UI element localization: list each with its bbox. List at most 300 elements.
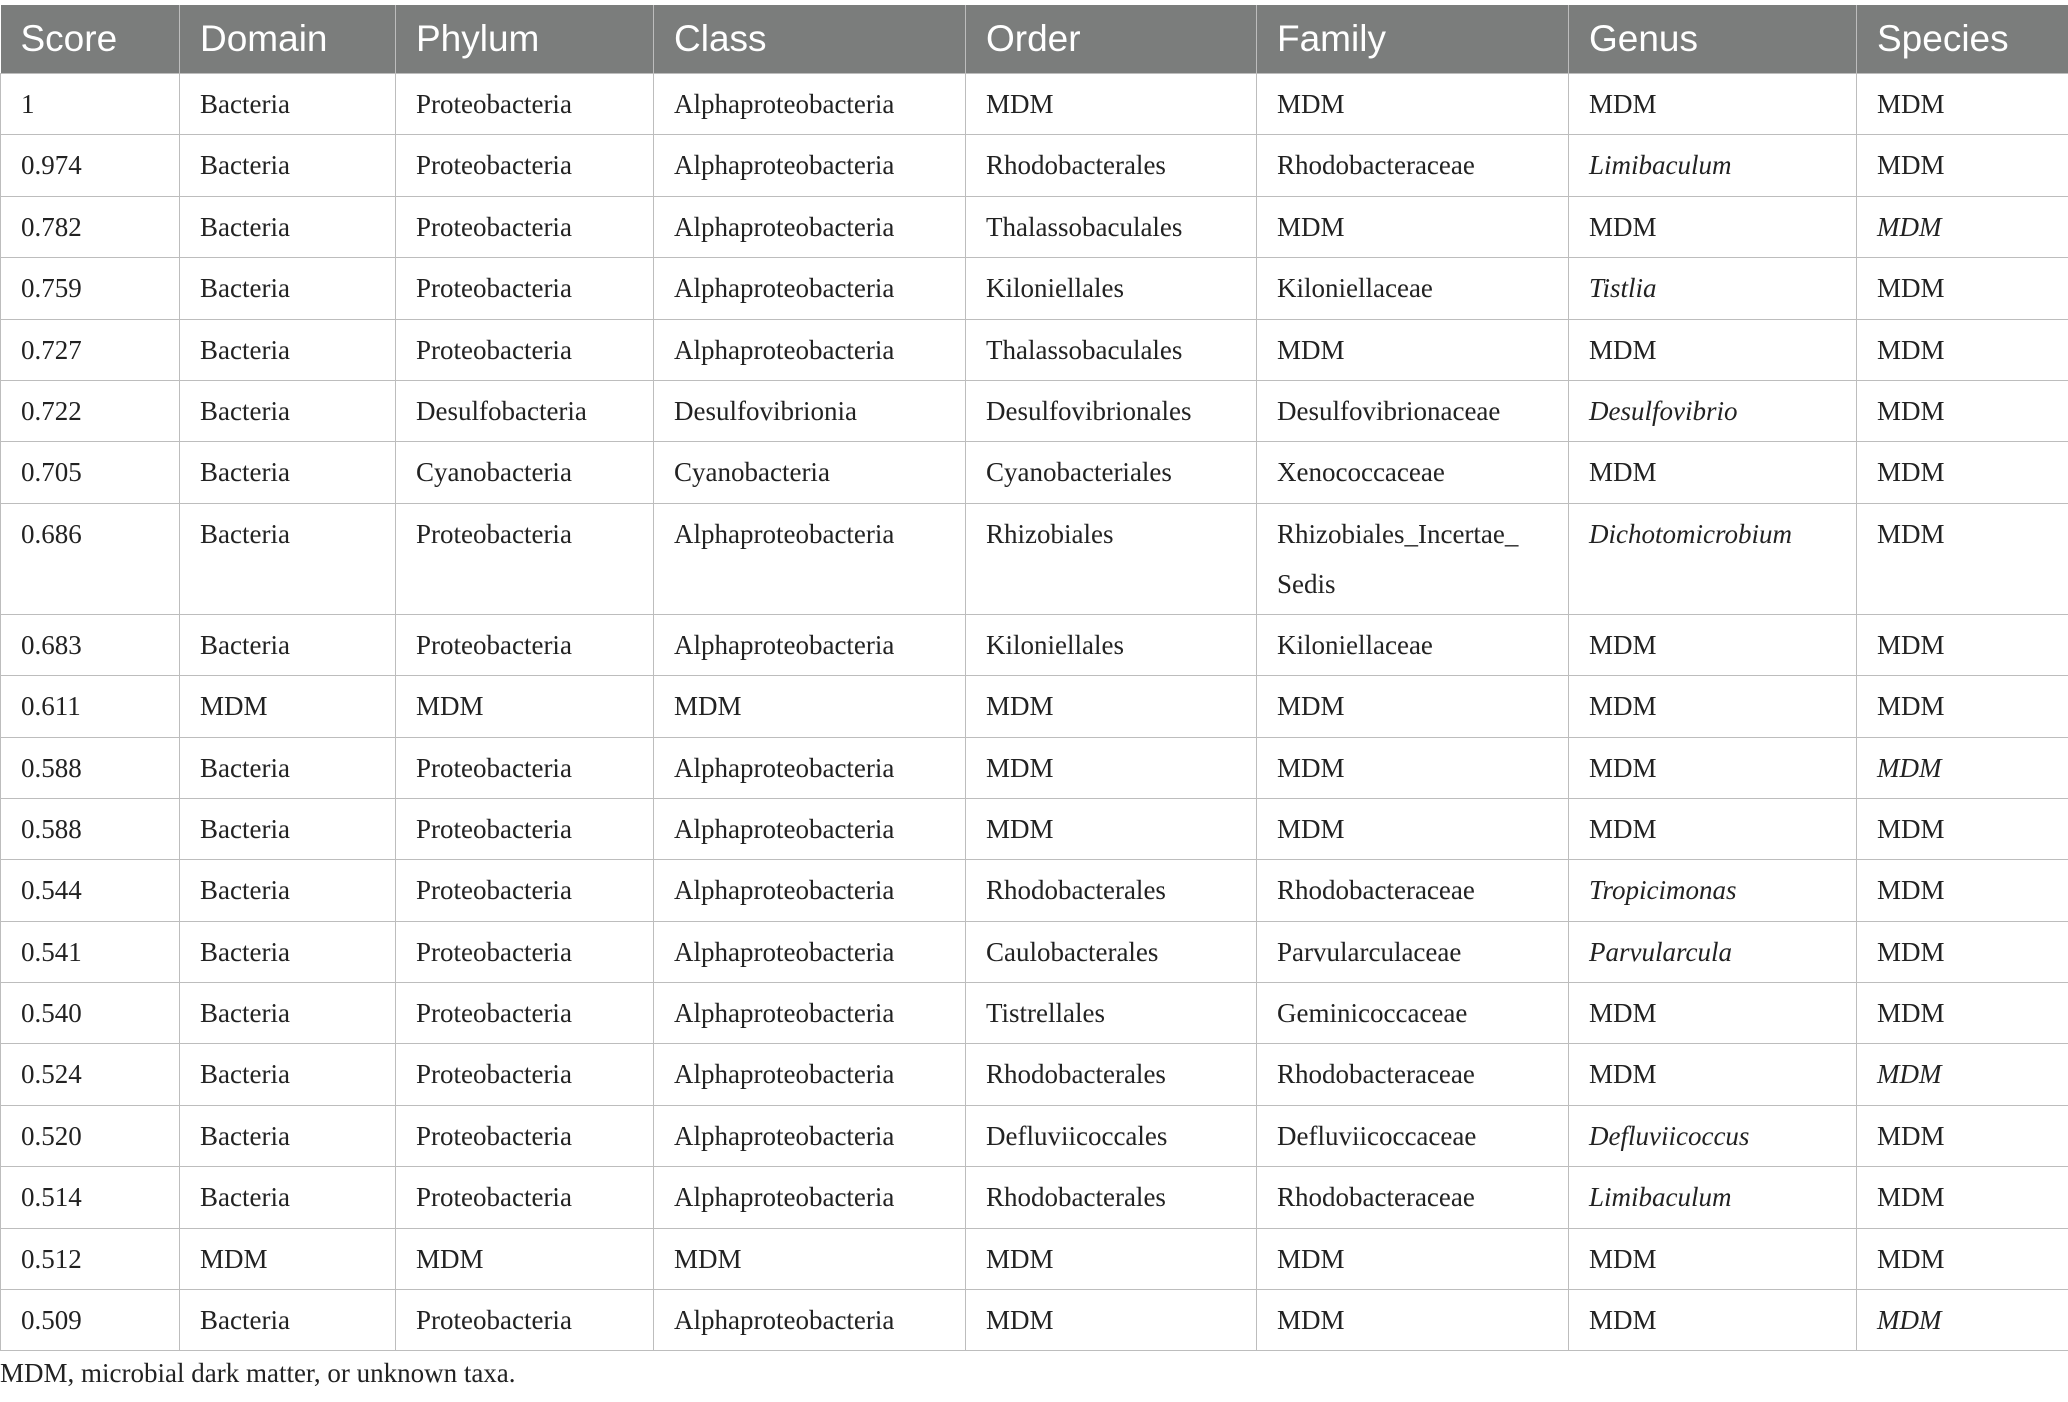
cell-phylum <box>396 1167 654 1228</box>
taxonomy-table <box>0 5 2068 1351</box>
column-header-family: Family <box>1257 5 1569 74</box>
class-value: Alphaproteobacteria <box>674 518 895 549</box>
cell-class <box>654 74 966 135</box>
score-value: 0.520 <box>21 1120 82 1151</box>
cell-genus <box>1569 442 1857 503</box>
domain-value: Bacteria <box>200 334 290 365</box>
domain-value: Bacteria <box>200 273 290 304</box>
cell-order <box>966 74 1257 135</box>
column-header-class: Class <box>654 5 966 74</box>
cell-order <box>966 860 1257 921</box>
class-value: MDM <box>674 1243 742 1274</box>
order-value: Defluviicoccales <box>986 1120 1168 1151</box>
cell-genus <box>1569 1290 1857 1351</box>
cell-class <box>654 676 966 737</box>
phylum-value: Proteobacteria <box>416 1182 572 1213</box>
domain-value: MDM <box>200 1243 268 1274</box>
table-row <box>1 1228 2068 1289</box>
family-value: Rhodobacteraceae <box>1277 875 1475 906</box>
phylum-value: Proteobacteria <box>416 211 572 242</box>
cell-phylum <box>396 442 654 503</box>
domain-value: Bacteria <box>200 936 290 967</box>
genus-value: MDM <box>1589 211 1657 242</box>
cell-domain <box>180 860 396 921</box>
genus-value: MDM <box>1589 752 1657 783</box>
cell-species <box>1857 503 2068 614</box>
phylum-value: Proteobacteria <box>416 936 572 967</box>
table-row <box>1 1167 2068 1228</box>
table-row <box>1 135 2068 196</box>
table-row <box>1 442 2068 503</box>
genus-value: MDM <box>1589 457 1657 488</box>
cell-species <box>1857 1228 2068 1289</box>
cell-family <box>1257 135 1569 196</box>
cell-phylum <box>396 614 654 675</box>
cell-class <box>654 983 966 1044</box>
order-value: MDM <box>986 89 1054 119</box>
species-value: MDM <box>1877 89 1945 119</box>
cell-domain <box>180 503 396 614</box>
class-value: Alphaproteobacteria <box>674 1120 895 1151</box>
cell-class <box>654 503 966 614</box>
phylum-value: Proteobacteria <box>416 273 572 304</box>
score-value: 0.524 <box>21 1059 82 1090</box>
cell-order <box>966 1228 1257 1289</box>
domain-value: Bacteria <box>200 998 290 1029</box>
family-value: Kiloniellaceae <box>1277 629 1433 660</box>
cell-family <box>1257 1290 1569 1351</box>
cell-family <box>1257 1228 1569 1289</box>
cell-domain <box>180 380 396 441</box>
score-value: 0.782 <box>21 211 82 242</box>
cell-class <box>654 1044 966 1105</box>
cell-species <box>1857 319 2068 380</box>
phylum-value: Proteobacteria <box>416 629 572 660</box>
family-value: Rhizobiales_Incertae_ Sedis <box>1277 518 1519 599</box>
cell-order <box>966 503 1257 614</box>
domain-value: Bacteria <box>200 875 290 906</box>
score-value: 0.705 <box>21 457 82 488</box>
species-value: MDM <box>1877 691 1945 722</box>
cell-genus <box>1569 737 1857 798</box>
domain-value: MDM <box>200 691 268 722</box>
cell-genus <box>1569 1105 1857 1166</box>
cell-domain <box>180 196 396 257</box>
domain-value: Bacteria <box>200 1059 290 1090</box>
cell-species <box>1857 258 2068 319</box>
order-value: Thalassobaculales <box>986 211 1183 242</box>
cell-species <box>1857 983 2068 1044</box>
cell-phylum <box>396 1044 654 1105</box>
class-value: Alphaproteobacteria <box>674 150 895 181</box>
cell-family <box>1257 319 1569 380</box>
score-value: 0.588 <box>21 813 82 844</box>
header-row <box>1 5 2068 74</box>
table-row <box>1 1044 2068 1105</box>
species-value: MDM <box>1877 629 1945 660</box>
genus-value: Dichotomicrobium <box>1589 518 1792 549</box>
family-value: Parvularculaceae <box>1277 936 1462 967</box>
cell-order <box>966 983 1257 1044</box>
column-header-species: Species <box>1857 5 2068 74</box>
cell-family <box>1257 676 1569 737</box>
species-value: MDM <box>1877 875 1945 906</box>
genus-value: MDM <box>1589 691 1657 722</box>
cell-family <box>1257 258 1569 319</box>
table-row <box>1 921 2068 982</box>
cell-order <box>966 1290 1257 1351</box>
cell-class <box>654 442 966 503</box>
class-value: MDM <box>674 691 742 722</box>
species-value: MDM <box>1877 936 1945 967</box>
cell-species <box>1857 614 2068 675</box>
genus-value: MDM <box>1589 1059 1657 1090</box>
score-value: 1 <box>21 89 35 119</box>
table-row <box>1 983 2068 1044</box>
cell-score <box>1 74 180 135</box>
score-value: 0.544 <box>21 875 82 906</box>
cell-class <box>654 1228 966 1289</box>
cell-order <box>966 258 1257 319</box>
score-value: 0.509 <box>21 1305 82 1336</box>
cell-family <box>1257 983 1569 1044</box>
cell-score <box>1 1044 180 1105</box>
cell-score <box>1 1167 180 1228</box>
class-value: Cyanobacteria <box>674 457 830 488</box>
family-value: Kiloniellaceae <box>1277 273 1433 304</box>
cell-class <box>654 1105 966 1166</box>
cell-order <box>966 921 1257 982</box>
score-value: 0.514 <box>21 1182 82 1213</box>
phylum-value: Proteobacteria <box>416 998 572 1029</box>
genus-value: Desulfovibrio <box>1589 395 1738 426</box>
cell-species <box>1857 1167 2068 1228</box>
table-footnote: MDM, microbial dark matter, or unknown taxa. <box>0 1358 516 1388</box>
score-value: 0.686 <box>21 518 82 549</box>
domain-value: Bacteria <box>200 395 290 426</box>
cell-domain <box>180 614 396 675</box>
cell-score <box>1 319 180 380</box>
family-value: Xenococcaceae <box>1277 457 1445 488</box>
order-value: Rhodobacterales <box>986 875 1166 906</box>
table-row <box>1 860 2068 921</box>
family-value: MDM <box>1277 1243 1345 1274</box>
cell-domain <box>180 442 396 503</box>
cell-genus <box>1569 860 1857 921</box>
column-header-domain: Domain <box>180 5 396 74</box>
species-value: MDM <box>1877 998 1945 1029</box>
species-value: MDM <box>1877 813 1945 844</box>
order-value: MDM <box>986 1305 1054 1336</box>
cell-phylum <box>396 196 654 257</box>
species-value: MDM <box>1877 211 1942 242</box>
family-value: MDM <box>1277 813 1345 844</box>
cell-class <box>654 380 966 441</box>
cell-class <box>654 798 966 859</box>
domain-value: Bacteria <box>200 813 290 844</box>
genus-value: MDM <box>1589 89 1657 119</box>
cell-species <box>1857 1290 2068 1351</box>
phylum-value: Proteobacteria <box>416 752 572 783</box>
order-value: Thalassobaculales <box>986 334 1183 365</box>
domain-value: Bacteria <box>200 752 290 783</box>
cell-species <box>1857 442 2068 503</box>
cell-score <box>1 196 180 257</box>
column-header-phylum: Phylum <box>396 5 654 74</box>
species-value: MDM <box>1877 395 1945 426</box>
table-row <box>1 319 2068 380</box>
cell-order <box>966 1105 1257 1166</box>
cell-domain <box>180 319 396 380</box>
species-value: MDM <box>1877 1059 1942 1090</box>
cell-class <box>654 921 966 982</box>
cell-class <box>654 737 966 798</box>
genus-value: MDM <box>1589 1305 1657 1336</box>
family-value: Desulfovibrionaceae <box>1277 395 1501 426</box>
species-value: MDM <box>1877 1305 1942 1336</box>
cell-genus <box>1569 1044 1857 1105</box>
cell-species <box>1857 860 2068 921</box>
cell-class <box>654 860 966 921</box>
cell-family <box>1257 921 1569 982</box>
phylum-value: MDM <box>416 691 484 722</box>
column-header-order: Order <box>966 5 1257 74</box>
cell-genus <box>1569 74 1857 135</box>
score-value: 0.541 <box>21 936 82 967</box>
cell-domain <box>180 1228 396 1289</box>
cell-order <box>966 380 1257 441</box>
cell-family <box>1257 1167 1569 1228</box>
family-value: Rhodobacteraceae <box>1277 1059 1475 1090</box>
cell-species <box>1857 1044 2068 1105</box>
class-value: Alphaproteobacteria <box>674 813 895 844</box>
phylum-value: Proteobacteria <box>416 89 572 119</box>
cell-species <box>1857 676 2068 737</box>
table-row <box>1 503 2068 614</box>
cell-score <box>1 135 180 196</box>
domain-value: Bacteria <box>200 1305 290 1336</box>
cell-score <box>1 380 180 441</box>
cell-species <box>1857 196 2068 257</box>
cell-phylum <box>396 503 654 614</box>
table-header <box>1 5 2068 74</box>
cell-score <box>1 1290 180 1351</box>
cell-genus <box>1569 258 1857 319</box>
cell-genus <box>1569 1228 1857 1289</box>
cell-genus <box>1569 676 1857 737</box>
table-row <box>1 1105 2068 1166</box>
family-value: Defluviicoccaceae <box>1277 1120 1477 1151</box>
class-value: Alphaproteobacteria <box>674 875 895 906</box>
score-value: 0.727 <box>21 334 82 365</box>
cell-score <box>1 737 180 798</box>
cell-order <box>966 798 1257 859</box>
cell-phylum <box>396 860 654 921</box>
cell-domain <box>180 74 396 135</box>
family-value: MDM <box>1277 211 1345 242</box>
genus-value: MDM <box>1589 998 1657 1029</box>
cell-class <box>654 258 966 319</box>
cell-score <box>1 860 180 921</box>
cell-genus <box>1569 380 1857 441</box>
cell-class <box>654 1167 966 1228</box>
score-value: 0.722 <box>21 395 82 426</box>
family-value: Geminicoccaceae <box>1277 998 1468 1029</box>
phylum-value: Desulfobacteria <box>416 395 587 426</box>
genus-value: MDM <box>1589 813 1657 844</box>
cell-score <box>1 921 180 982</box>
cell-order <box>966 1167 1257 1228</box>
class-value: Desulfovibrionia <box>674 395 857 426</box>
cell-family <box>1257 1105 1569 1166</box>
cell-phylum <box>396 1228 654 1289</box>
cell-domain <box>180 258 396 319</box>
cell-phylum <box>396 676 654 737</box>
phylum-value: MDM <box>416 1243 484 1274</box>
domain-value: Bacteria <box>200 211 290 242</box>
phylum-value: Proteobacteria <box>416 1120 572 1151</box>
domain-value: Bacteria <box>200 1120 290 1151</box>
cell-genus <box>1569 196 1857 257</box>
class-value: Alphaproteobacteria <box>674 752 895 783</box>
domain-value: Bacteria <box>200 1182 290 1213</box>
genus-value: Tistlia <box>1589 273 1657 304</box>
table-row <box>1 196 2068 257</box>
family-value: Rhodobacteraceae <box>1277 150 1475 181</box>
class-value: Alphaproteobacteria <box>674 211 895 242</box>
cell-domain <box>180 1290 396 1351</box>
cell-family <box>1257 860 1569 921</box>
cell-species <box>1857 798 2068 859</box>
table-row <box>1 258 2068 319</box>
cell-genus <box>1569 503 1857 614</box>
cell-class <box>654 614 966 675</box>
cell-family <box>1257 614 1569 675</box>
cell-score <box>1 983 180 1044</box>
score-value: 0.540 <box>21 998 82 1029</box>
score-value: 0.683 <box>21 629 82 660</box>
phylum-value: Proteobacteria <box>416 1305 572 1336</box>
cell-family <box>1257 798 1569 859</box>
phylum-value: Proteobacteria <box>416 518 572 549</box>
cell-domain <box>180 1167 396 1228</box>
genus-value: Limibaculum <box>1589 1182 1732 1213</box>
cell-family <box>1257 380 1569 441</box>
domain-value: Bacteria <box>200 89 290 119</box>
order-value: Caulobacterales <box>986 936 1159 967</box>
order-value: Rhodobacterales <box>986 150 1166 181</box>
domain-value: Bacteria <box>200 457 290 488</box>
column-header-genus: Genus <box>1569 5 1857 74</box>
cell-genus <box>1569 1167 1857 1228</box>
class-value: Alphaproteobacteria <box>674 1182 895 1213</box>
order-value: Kiloniellales <box>986 629 1124 660</box>
cell-score <box>1 1228 180 1289</box>
cell-order <box>966 196 1257 257</box>
cell-phylum <box>396 983 654 1044</box>
species-value: MDM <box>1877 1182 1945 1213</box>
cell-phylum <box>396 921 654 982</box>
species-value: MDM <box>1877 273 1945 304</box>
cell-phylum <box>396 1290 654 1351</box>
species-value: MDM <box>1877 334 1945 365</box>
cell-phylum <box>396 135 654 196</box>
cell-domain <box>180 798 396 859</box>
species-value: MDM <box>1877 457 1945 488</box>
cell-score <box>1 614 180 675</box>
cell-domain <box>180 1044 396 1105</box>
cell-phylum <box>396 1105 654 1166</box>
cell-order <box>966 135 1257 196</box>
cell-species <box>1857 74 2068 135</box>
order-value: MDM <box>986 752 1054 783</box>
cell-domain <box>180 921 396 982</box>
cell-family <box>1257 74 1569 135</box>
table-row <box>1 737 2068 798</box>
cell-order <box>966 614 1257 675</box>
cell-order <box>966 319 1257 380</box>
table-row <box>1 380 2068 441</box>
cell-order <box>966 1044 1257 1105</box>
class-value: Alphaproteobacteria <box>674 1059 895 1090</box>
score-value: 0.759 <box>21 273 82 304</box>
cell-score <box>1 676 180 737</box>
genus-value: Defluviicoccus <box>1589 1120 1750 1151</box>
family-value: MDM <box>1277 334 1345 365</box>
cell-domain <box>180 737 396 798</box>
genus-value: Tropicimonas <box>1589 875 1737 906</box>
cell-score <box>1 1105 180 1166</box>
order-value: Kiloniellales <box>986 273 1124 304</box>
cell-order <box>966 737 1257 798</box>
cell-species <box>1857 921 2068 982</box>
column-header-score: Score <box>1 5 180 74</box>
cell-family <box>1257 1044 1569 1105</box>
cell-order <box>966 676 1257 737</box>
cell-genus <box>1569 798 1857 859</box>
table-row <box>1 614 2068 675</box>
cell-domain <box>180 676 396 737</box>
species-value: MDM <box>1877 150 1945 181</box>
order-value: MDM <box>986 813 1054 844</box>
phylum-value: Cyanobacteria <box>416 457 572 488</box>
phylum-value: Proteobacteria <box>416 813 572 844</box>
domain-value: Bacteria <box>200 518 290 549</box>
genus-value: MDM <box>1589 334 1657 365</box>
cell-order <box>966 442 1257 503</box>
score-value: 0.611 <box>21 691 81 722</box>
phylum-value: Proteobacteria <box>416 1059 572 1090</box>
cell-score <box>1 798 180 859</box>
species-value: MDM <box>1877 1120 1945 1151</box>
domain-value: Bacteria <box>200 150 290 181</box>
cell-phylum <box>396 319 654 380</box>
cell-score <box>1 258 180 319</box>
score-value: 0.974 <box>21 150 82 181</box>
domain-value: Bacteria <box>200 629 290 660</box>
cell-class <box>654 319 966 380</box>
cell-species <box>1857 737 2068 798</box>
cell-family <box>1257 737 1569 798</box>
family-value: MDM <box>1277 752 1345 783</box>
class-value: Alphaproteobacteria <box>674 1305 895 1336</box>
cell-phylum <box>396 798 654 859</box>
species-value: MDM <box>1877 1243 1945 1274</box>
table-body <box>1 74 2068 1351</box>
class-value: Alphaproteobacteria <box>674 936 895 967</box>
phylum-value: Proteobacteria <box>416 334 572 365</box>
cell-genus <box>1569 921 1857 982</box>
